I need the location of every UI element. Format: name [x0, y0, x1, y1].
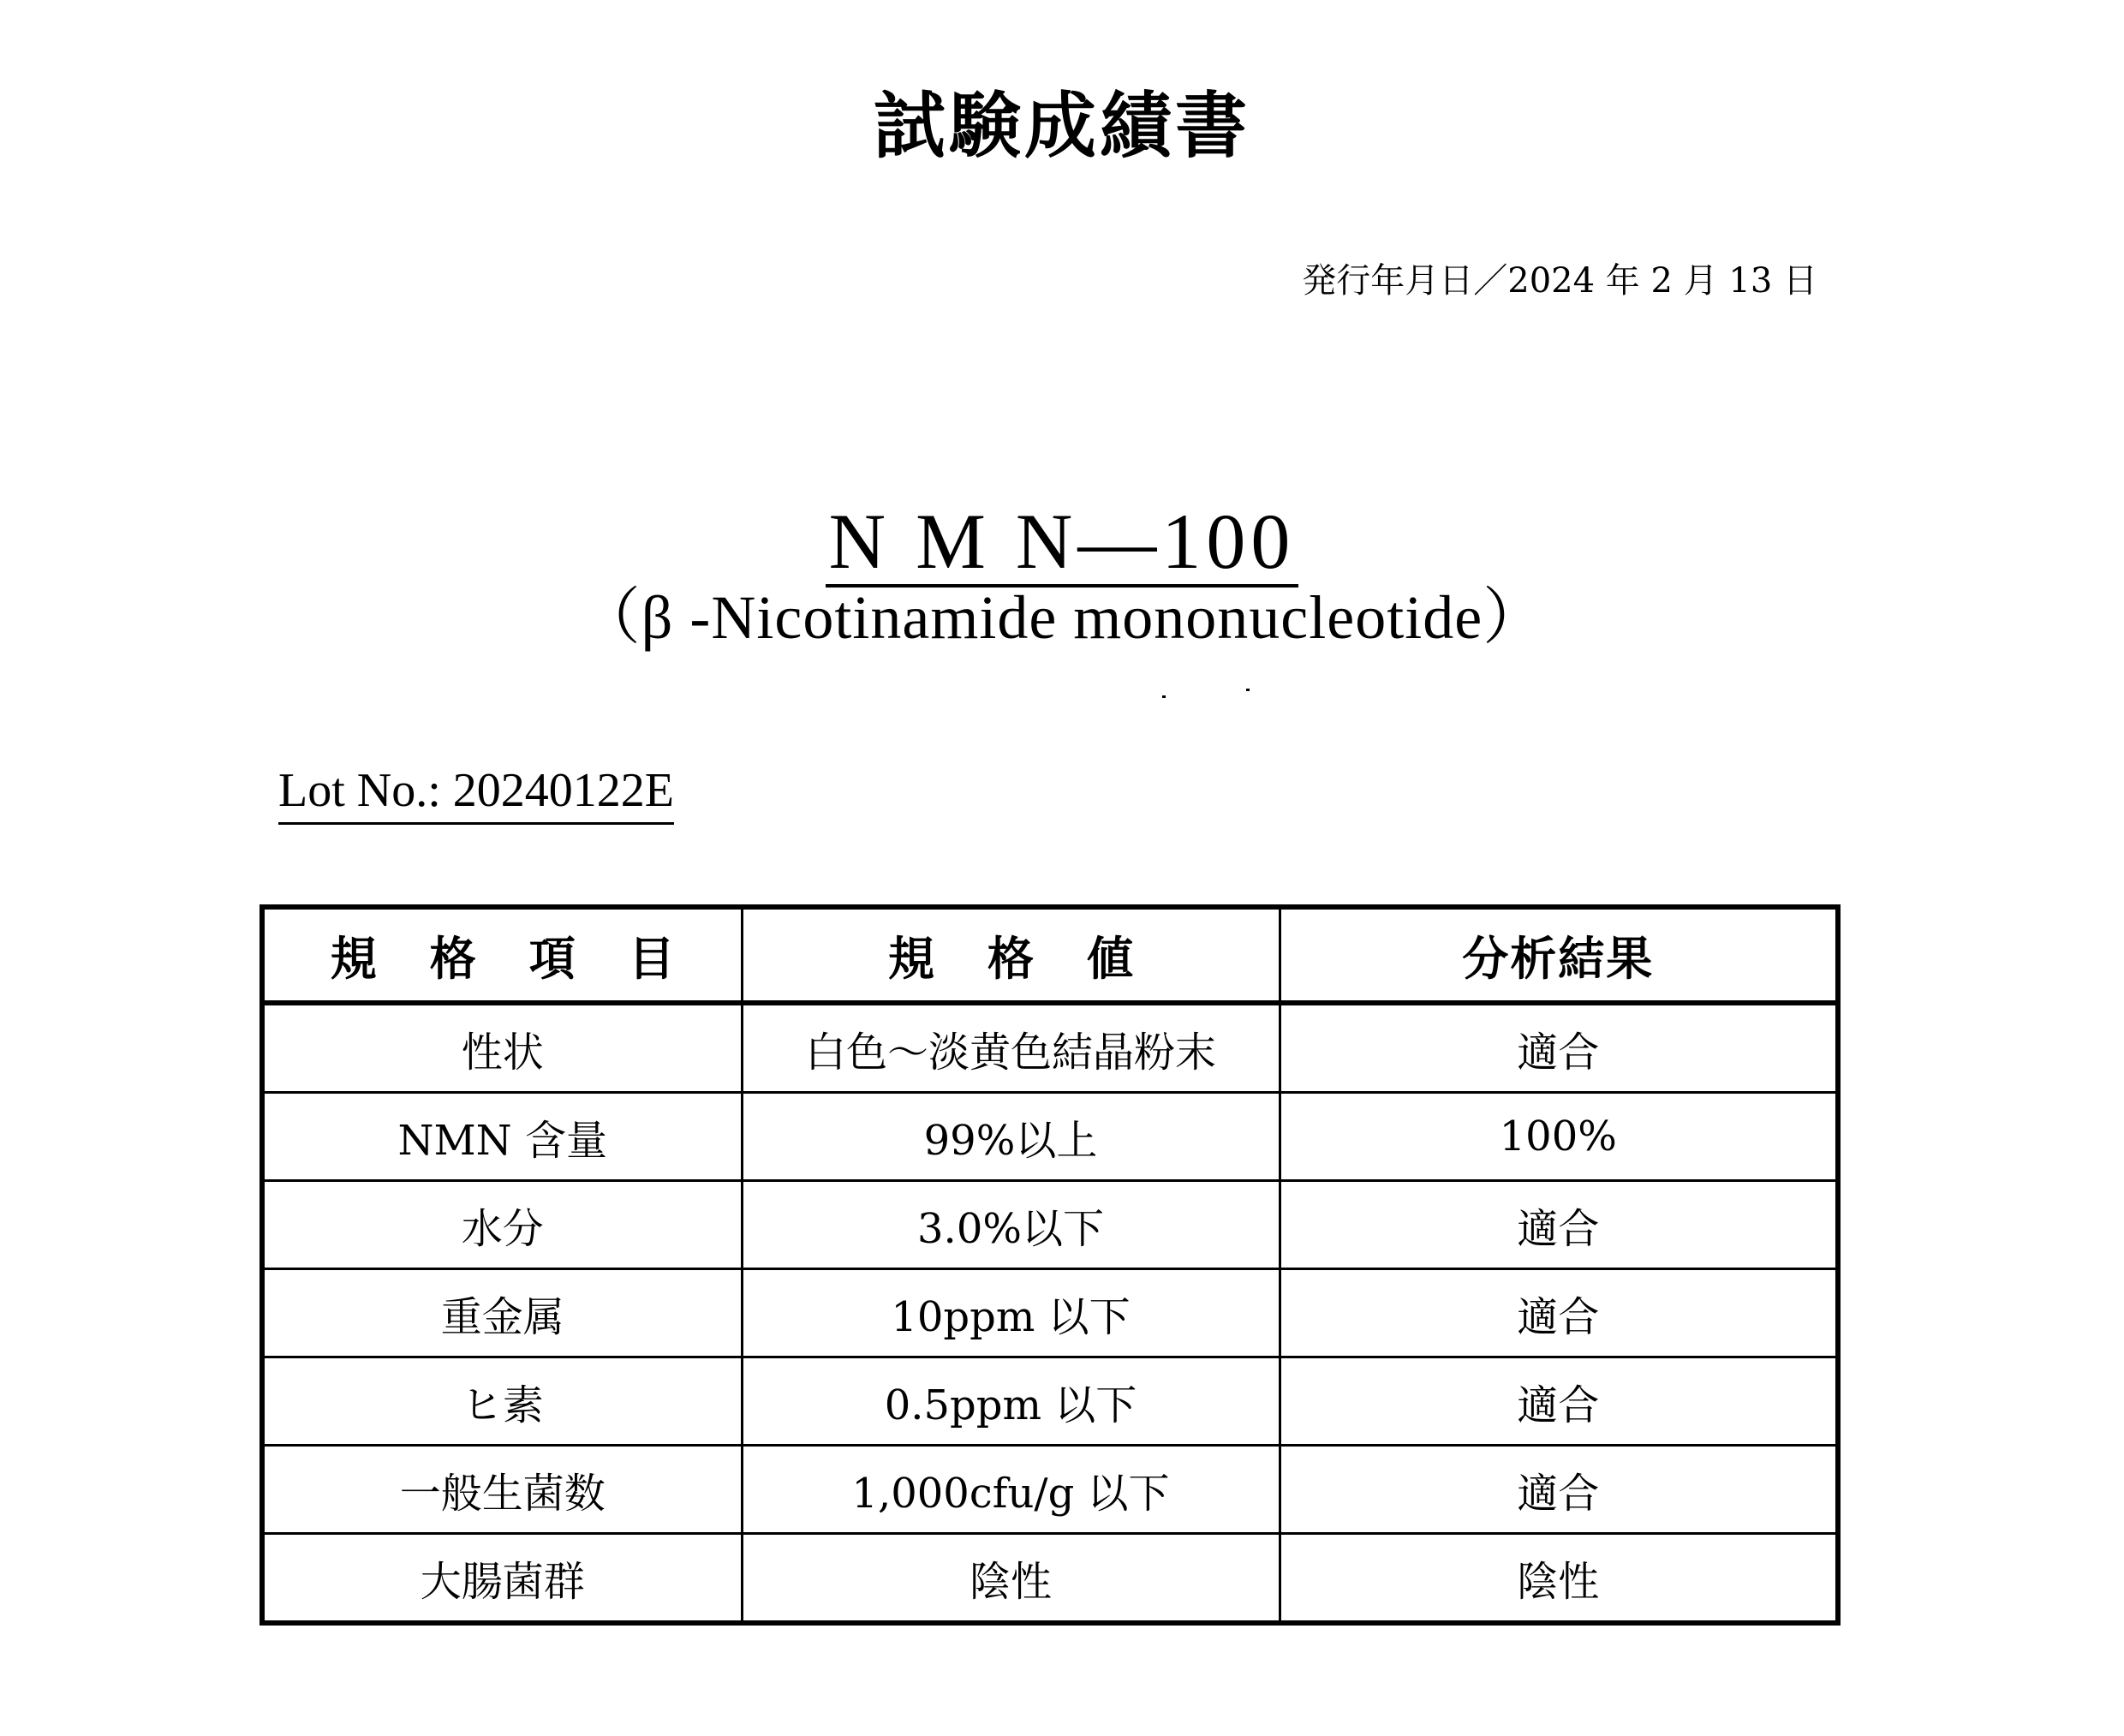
cell-item: 水分: [262, 1181, 742, 1269]
table-row: [262, 1093, 1838, 1181]
cell-spec: 白色～淡黄色結晶粉末: [742, 1003, 1280, 1093]
cell-spec: 3.0%以下: [742, 1181, 1280, 1269]
table-header-row: [262, 907, 1838, 1003]
product-subtitle: （β -Nicotinamide mononucleotide）: [578, 583, 1546, 652]
product-name: N M N―100: [826, 500, 1299, 588]
header-spec-item: [262, 907, 742, 1003]
table-row: [262, 1357, 1838, 1446]
cell-result: 適合: [1280, 1181, 1838, 1269]
table-row: [262, 1003, 1838, 1093]
cell-result: 適合: [1280, 1357, 1838, 1446]
cell-item: NMN 含量: [262, 1093, 742, 1181]
lot-number: Lot No.: 20240122E: [278, 761, 674, 825]
spec-table: [260, 904, 1841, 1626]
cell-item: 性状: [262, 1003, 742, 1093]
cell-item: 重金属: [262, 1269, 742, 1357]
cell-item: 一般生菌数: [262, 1446, 742, 1534]
table-row: [262, 1534, 1838, 1624]
cell-result: 陰性: [1280, 1534, 1838, 1624]
cell-spec: 0.5ppm 以下: [742, 1357, 1280, 1446]
table-row: [262, 1269, 1838, 1357]
cell-spec: 99%以上: [742, 1093, 1280, 1181]
cell-result: 100%: [1280, 1093, 1838, 1181]
issue-date: 発行年月日／2024 年 2 月 13 日: [1302, 261, 1817, 301]
cell-result: 適合: [1280, 1003, 1838, 1093]
cell-spec: 陰性: [742, 1534, 1280, 1624]
scan-speck: [1246, 689, 1250, 691]
cell-item: ヒ素: [262, 1357, 742, 1446]
header-spec-value: [742, 907, 1280, 1003]
table-row: [262, 1446, 1838, 1534]
scan-specks: [1160, 685, 1255, 702]
cell-item: 大腸菌群: [262, 1534, 742, 1624]
scan-speck: [1162, 695, 1166, 698]
header-spec-item-label: 規格項目: [330, 931, 728, 986]
header-analysis-result: [1280, 907, 1838, 1003]
cell-spec: 10ppm 以下: [742, 1269, 1280, 1357]
header-spec-value-label: 規格値: [888, 931, 1186, 986]
cell-result: 適合: [1280, 1269, 1838, 1357]
document-title: 試験成績書: [873, 84, 1250, 168]
product-name-wrapper: [0, 497, 2124, 588]
header-analysis-result-label: 分析結果: [1462, 931, 1655, 986]
cell-spec: 1,000cfu/g 以下: [742, 1446, 1280, 1534]
cell-result: 適合: [1280, 1446, 1838, 1534]
table-row: [262, 1181, 1838, 1269]
